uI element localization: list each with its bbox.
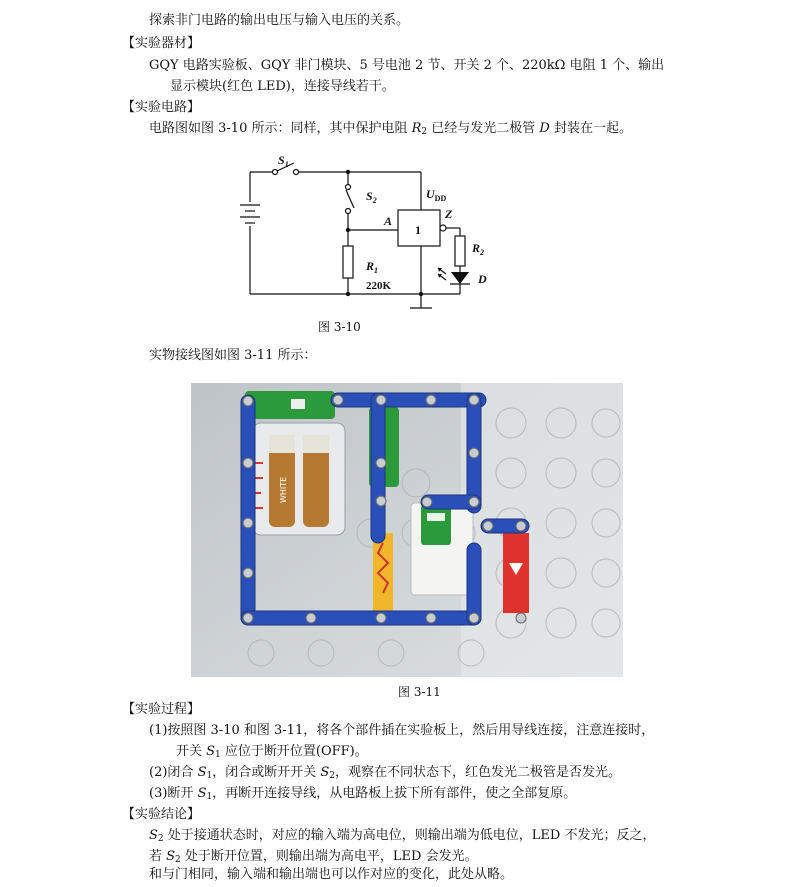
r1-resistor <box>343 246 353 278</box>
udd-label: $U_{DD}$ <box>426 187 447 203</box>
process-step-1-line-1: (1)按照图 3-10 和图 3-11，将各个部件插在实验板上，然后用导线连接，注意连接时， <box>149 723 655 738</box>
s1-switch-module <box>245 391 335 419</box>
gate-symbol: 1 <box>415 223 421 237</box>
output-z-label: Z <box>445 207 453 221</box>
materials-line-1: GQY 电路实验板、GQY 非门模块、5 号电池 2 节、开关 2 个、220kΩ 电阻 1 个、输出 <box>149 58 665 73</box>
r1-value-label: 220K <box>366 280 392 292</box>
wiring-text: 实物接线图如图 3-11 所示： <box>149 348 317 363</box>
process-step-3: (3)断开 $S_1$，再断开连接导线，从电路板上拔下所有部件，使之全部复原。 <box>149 786 577 802</box>
circuit-heading: 【实验电路】 <box>122 100 201 115</box>
materials-line-2: 显示模块(红色 LED)，连接导线若干。 <box>170 79 395 94</box>
figure-3-10-caption: 图 3-10 <box>318 320 361 334</box>
s2-switch-blade <box>346 190 354 208</box>
process-step-1-line-2: 开关 $S_1$ 应位于断开位置(OFF)。 <box>176 744 368 760</box>
battery-label: WHITE <box>279 476 288 503</box>
led-diode-symbol <box>451 272 469 284</box>
process-step-2: (2)闭合 $S_1$，闭合或断开开关 $S_2$，观察在不同状态下，红色发光二极管是否发光。 <box>149 765 621 781</box>
r2-label: $R_2$ <box>472 241 485 257</box>
conclusion-line-3: 和与门相同，输入端和输出端也可以作对应的变化，此处从略。 <box>149 867 514 882</box>
input-a-label: A <box>384 214 393 228</box>
s2-label: $S_2$ <box>366 189 377 205</box>
circuit-description: 电路图如图 3-10 所示：同样，其中保护电阻 $R_2$ 已经与发光二极管 D 封装在一起。 <box>149 121 632 137</box>
wiring-photo <box>191 383 623 677</box>
process-heading: 【实验过程】 <box>122 702 201 717</box>
figure-3-11-caption: 图 3-11 <box>398 685 441 699</box>
conclusion-line-2: 若 $S_2$ 处于断开位置，则输出端为高电平，LED 会发光。 <box>149 849 478 865</box>
r2-resistor <box>455 236 465 266</box>
intro-text: 探索非门电路的输出电压与输入电压的关系。 <box>149 13 410 28</box>
materials-heading: 【实验器材】 <box>122 36 201 51</box>
conclusion-line-1: $S_2$ 处于接通状态时，对应的输入端为高电位，则输出端为低电位，LED 不发光；反之， <box>149 828 656 844</box>
conclusion-heading: 【实验结论】 <box>122 807 201 822</box>
r1-label: $R_1$ <box>366 259 379 275</box>
not-gate-circuit-diagram <box>232 150 492 318</box>
diode-d-label: D <box>478 272 487 286</box>
s1-label: $S_1$ <box>278 153 289 169</box>
